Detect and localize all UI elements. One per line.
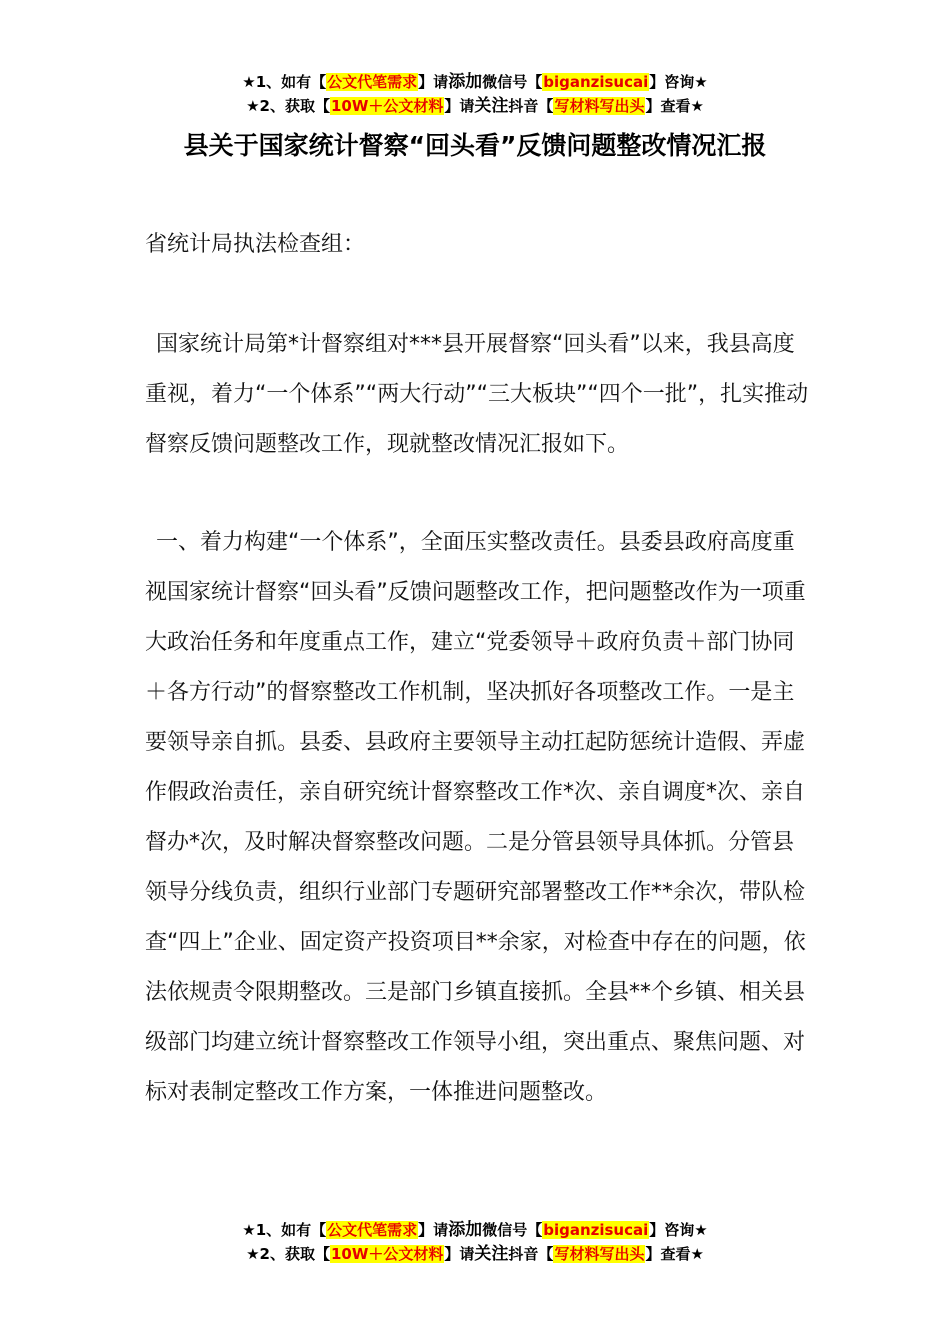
banner-text: 】查看★ xyxy=(645,97,704,115)
banner-highlight: 10W＋公文材料 xyxy=(330,97,444,115)
footer-banner xyxy=(0,1218,950,1266)
body-paragraph xyxy=(145,320,810,470)
banner-highlight: 公文代笔需求 xyxy=(327,1221,418,1239)
header-banner xyxy=(0,70,950,118)
banner-highlight: 公文代笔需求 xyxy=(327,73,418,91)
banner-line-2 xyxy=(0,1242,950,1266)
banner-emphasis: 关注 xyxy=(474,1244,509,1264)
body-paragraph xyxy=(145,518,810,1118)
paragraph-text: 国家统计局第*计督察组对***县开展督察“回头看”以来，我县高度重视，着力“一个体系”“两大行动”“三大板块”“四个一批”，扎实推动督察反馈问题整改工作，现就整改情况汇报如下。 xyxy=(145,332,809,457)
banner-text: 】查看★ xyxy=(645,1245,704,1263)
paragraph-text: 一、着力构建“一个体系”，全面压实整改责任。县委县政府高度重视国家统计督察“回头看”反馈问题整改工作，把问题整改作为一项重大政治任务和年度重点工作，建立“党委领导＋政府负责＋部门协同＋各方行动”的督察整改工作机制，坚决抓好各项整改工作。一是主要领导亲自抓。县委、县政府主要领导主动扛起防惩统计造假、弄虚作假政治责任，亲自研究统计督察整改工作*次、亲自调度*次、亲自督办*次，及时解决督察整改问题。二是分管县领导具体抓。分管县领导分线负责，组织行业部门专题研究部署整改工作**余次，带队检查“四上”企业、固定资产投资项目**余家，对检查中存在的问题，依法依规责令限期整改。三是部门乡镇直接抓。全县**个乡镇、相关县级部门均建立统计督察整改工作领导小组，突出重点、聚焦问题、对标对表制定整改工作方案，一体推进问题整改。 xyxy=(145,530,806,1105)
banner-highlight: 10W＋公文材料 xyxy=(330,1245,444,1263)
banner-text: ★1、如有【 xyxy=(242,73,327,91)
banner-emphasis: 添加 xyxy=(448,1220,483,1240)
banner-highlight: biganzisucai xyxy=(543,73,649,91)
banner-highlight: 写材料写出头 xyxy=(554,97,645,115)
banner-text: 】请 xyxy=(418,73,449,91)
banner-highlight: biganzisucai xyxy=(543,1221,649,1239)
banner-line-1 xyxy=(0,70,950,94)
salutation: 省统计局执法检查组： xyxy=(145,232,366,257)
banner-text: 】请 xyxy=(418,1221,449,1239)
banner-text: 抖音【 xyxy=(508,97,554,115)
banner-text: 微信号【 xyxy=(482,73,543,91)
banner-text: 抖音【 xyxy=(508,1245,554,1263)
banner-text: ★2、获取【 xyxy=(246,1245,330,1263)
banner-text: ★1、如有【 xyxy=(242,1221,327,1239)
banner-emphasis: 关注 xyxy=(474,96,509,116)
document-title: 县关于国家统计督察“回头看”反馈问题整改情况汇报 xyxy=(183,131,767,160)
banner-text: 】咨询★ xyxy=(649,1221,708,1239)
banner-line-1 xyxy=(0,1218,950,1242)
banner-text: 】请 xyxy=(444,1245,475,1263)
banner-text: 微信号【 xyxy=(482,1221,543,1239)
banner-highlight: 写材料写出头 xyxy=(554,1245,645,1263)
banner-text: ★2、获取【 xyxy=(246,97,330,115)
banner-emphasis: 添加 xyxy=(448,72,483,92)
banner-text: 】请 xyxy=(444,97,475,115)
banner-line-2 xyxy=(0,94,950,118)
banner-text: 】咨询★ xyxy=(649,73,708,91)
